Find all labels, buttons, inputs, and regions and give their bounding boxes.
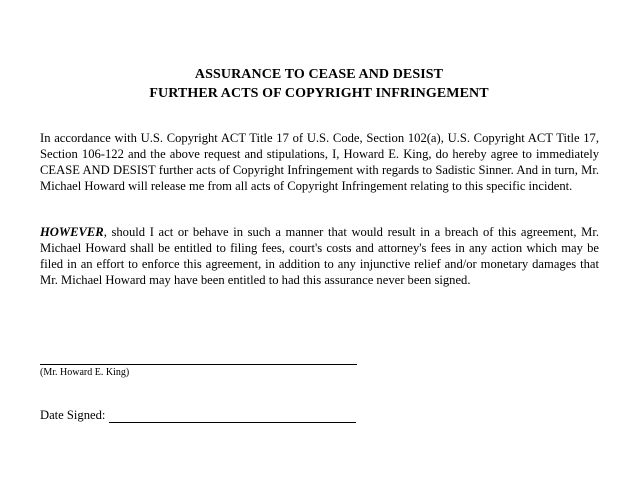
paragraph-agreement: In accordance with U.S. Copyright ACT Title 17 of U.S. Code, Section 102(a), U.S. Copyright ACT Title 17, Section 106-122 and the above request and stipulations, I, Howard E. King, do hereby agree to immediately CEASE AND DESIST further acts of Copyright Infringement with regards to Sadistic Sinner. And in turn, Mr. Michael Howard will release me from all acts of Copyright Infringement relating to this specific incident. bbox=[40, 131, 599, 193]
however-emphasis: HOWEVER bbox=[40, 225, 104, 239]
paragraph-breach-terms bbox=[40, 225, 599, 289]
date-signed-row bbox=[40, 407, 356, 423]
date-signed-label: Date Signed: bbox=[40, 408, 106, 422]
date-signed-line bbox=[109, 409, 356, 423]
paragraph-breach-text: , should I act or behave in such a manner that would result in a breach of this agreement, Mr. Michael Howard shall be entitled to filing fees, court's costs and attorney's fees in any action which may be filed in an effort to enforce this agreement, in addition to any injunctive relief and/or monetary damages that Mr. Michael Howard may have been entitled to had this assurance never been signed. bbox=[40, 225, 599, 287]
document-title-line-2: FURTHER ACTS OF COPYRIGHT INFRINGEMENT bbox=[149, 86, 489, 101]
signatory-name: (Mr. Howard E. King) bbox=[40, 367, 130, 378]
document-title-line-1: ASSURANCE TO CEASE AND DESIST bbox=[194, 67, 444, 82]
signature-line bbox=[40, 364, 357, 365]
